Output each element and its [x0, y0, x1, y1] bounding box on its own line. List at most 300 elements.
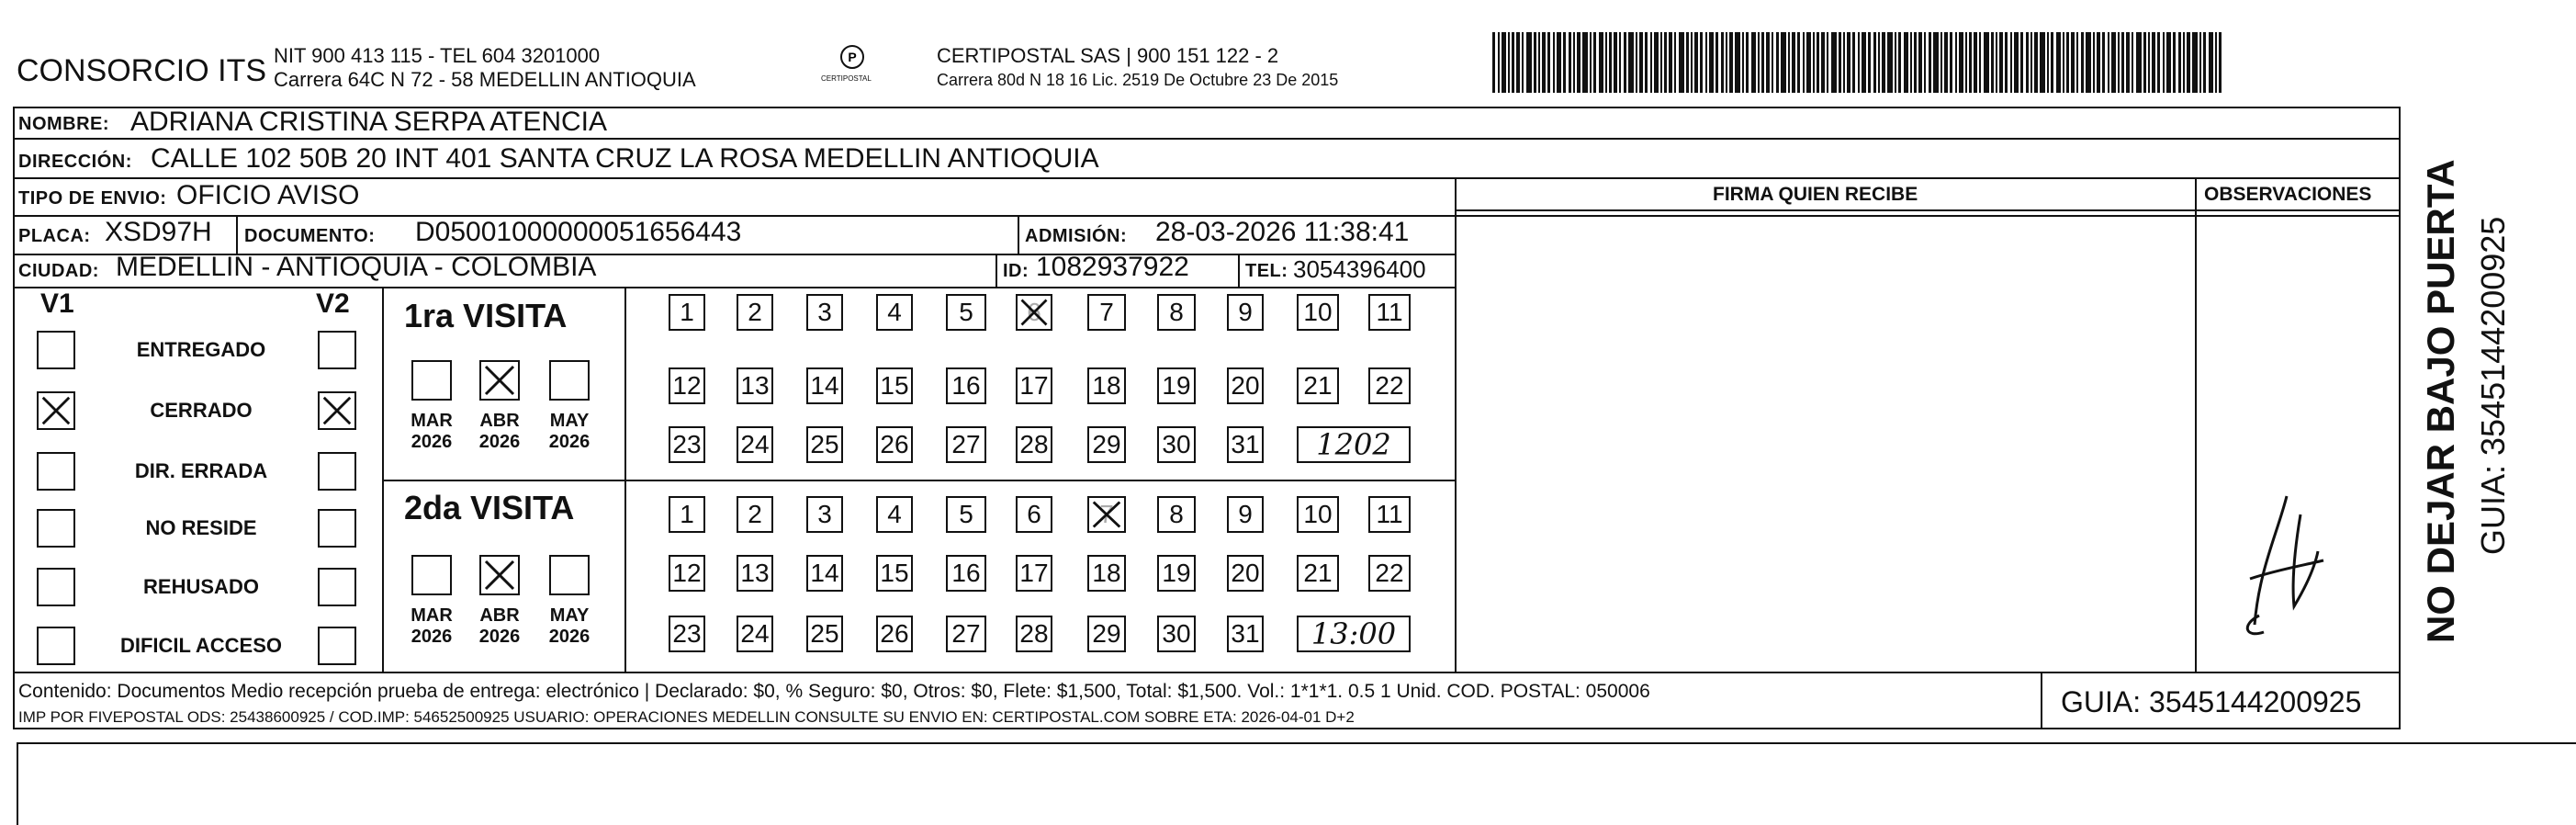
day-number: 23	[672, 430, 702, 458]
day-number: 16	[951, 371, 981, 400]
row-line	[13, 177, 2401, 179]
address-value: CALLE 102 50B 20 INT 401 SANTA CRUZ LA ROSA MEDELLIN ANTIOQUIA	[151, 143, 1099, 174]
status-v2-checkbox[interactable]	[318, 627, 356, 665]
barcode-bar	[2026, 32, 2029, 93]
day-box[interactable]	[806, 496, 843, 533]
day-box[interactable]	[1368, 367, 1411, 404]
barcode-bar	[1605, 32, 1607, 93]
barcode-bar	[2030, 32, 2032, 93]
day-box[interactable]	[737, 616, 773, 652]
visit-month-label: ABR	[479, 411, 520, 431]
day-box[interactable]	[946, 496, 986, 533]
barcode-bar	[2056, 32, 2061, 93]
day-box[interactable]	[1087, 426, 1126, 463]
day-box[interactable]	[1087, 294, 1126, 331]
visit-year-label: 2026	[478, 627, 521, 647]
day-number: 30	[1162, 430, 1191, 458]
day-number: 17	[1019, 559, 1049, 587]
plate-value: XSD97H	[105, 217, 212, 247]
day-number: 15	[880, 371, 909, 400]
day-box[interactable]	[1227, 496, 1264, 533]
barcode-bar	[2157, 32, 2160, 93]
barcode-bar	[1590, 32, 1592, 93]
barcode-bar	[1508, 32, 1510, 93]
barcode-bar	[1512, 32, 1514, 93]
barcode-bar	[1645, 32, 1648, 93]
barcode-bar	[1933, 32, 1939, 93]
barcode-bar	[2118, 32, 2120, 93]
barcode-bar	[1700, 32, 1703, 93]
carrier-address: Carrera 80d N 18 16 Lic. 2519 De Octubre 23 De 2015	[937, 71, 1339, 89]
day-box[interactable]	[669, 367, 705, 404]
barcode-bar	[1959, 32, 1963, 93]
barcode-bar	[1766, 32, 1770, 93]
visit-month-checkbox[interactable]	[411, 360, 452, 401]
day-box[interactable]	[1016, 496, 1052, 533]
barcode-bar	[2166, 32, 2171, 93]
day-box[interactable]	[737, 294, 773, 331]
row-line	[13, 138, 2401, 140]
city-value: MEDELLIN - ANTIOQUIA - COLOMBIA	[116, 252, 597, 282]
tel-value: 3054396400	[1293, 255, 1426, 283]
visit-month-label: MAR	[411, 411, 453, 431]
admission-divider	[1018, 215, 1019, 254]
barcode-bar	[1691, 32, 1693, 93]
barcode-bar	[1542, 32, 1546, 93]
barcode-bar	[2121, 32, 2124, 93]
barcode-bar	[1914, 32, 1917, 93]
visit-month-checkbox[interactable]	[479, 360, 520, 401]
barcode-bar	[2143, 32, 2146, 93]
day-box[interactable]	[737, 555, 773, 592]
visit-month-label: ABR	[479, 605, 520, 626]
status-v1-checkbox[interactable]	[37, 568, 75, 606]
barcode-bar	[1910, 32, 1912, 93]
day-box[interactable]	[1087, 555, 1126, 592]
day-box[interactable]	[876, 367, 913, 404]
day-box[interactable]	[1227, 616, 1264, 652]
id-label: ID:	[1003, 261, 1029, 281]
day-number: 12	[672, 559, 702, 587]
status-v1-checkbox[interactable]	[37, 509, 75, 548]
type-value: OFICIO AVISO	[176, 180, 360, 210]
day-box[interactable]	[946, 294, 986, 331]
address-label: DIRECCIÓN:	[18, 152, 132, 172]
day-box[interactable]	[946, 616, 986, 652]
day-box[interactable]	[1016, 616, 1052, 652]
barcode-bar	[1792, 32, 1795, 93]
day-box[interactable]	[1087, 496, 1126, 533]
signature-header: FIRMA QUIEN RECIBE	[1713, 184, 1918, 205]
day-box[interactable]	[1368, 555, 1411, 592]
barcode-bar	[2126, 32, 2130, 93]
barcode-bar	[1694, 32, 1698, 93]
day-box[interactable]	[737, 367, 773, 404]
barcode-bar	[1751, 32, 1756, 93]
barcode-bar	[1563, 32, 1566, 93]
side-guia: GUIA: 3545144200925	[2474, 216, 2512, 555]
barcode-bar	[1944, 32, 1948, 93]
handwritten-signature	[2222, 478, 2342, 643]
barcode-bar	[1904, 32, 1908, 93]
day-number: 6	[1027, 298, 1041, 326]
barcode-bar	[1516, 32, 1520, 93]
day-number: 5	[959, 500, 973, 528]
day-box[interactable]	[1087, 616, 1126, 652]
barcode-bar	[1821, 32, 1825, 93]
day-number: 21	[1303, 559, 1333, 587]
document-value: D05001000000051656443	[415, 217, 742, 247]
day-box[interactable]	[1297, 496, 1339, 533]
barcode-bar	[1847, 32, 1850, 93]
status-label: NO RESIDE	[145, 516, 257, 539]
status-v1-checkbox[interactable]	[37, 391, 75, 430]
day-number: 8	[1169, 298, 1184, 326]
day-box[interactable]	[669, 426, 705, 463]
barcode-bar	[2071, 32, 2075, 93]
col-line	[2195, 177, 2197, 672]
barcode-bar	[2063, 32, 2064, 93]
day-box[interactable]	[946, 367, 986, 404]
day-number: 2	[748, 500, 762, 528]
barcode-bar	[2136, 32, 2142, 93]
barcode-bar	[1969, 32, 1972, 93]
day-box[interactable]	[737, 496, 773, 533]
barcode-bar	[1557, 32, 1561, 93]
barcode-bar	[2132, 32, 2133, 93]
barcode-bar	[2051, 32, 2053, 93]
barcode-bar	[2199, 32, 2201, 93]
status-label: DIR. ERRADA	[134, 459, 268, 482]
barcode-bar	[1817, 32, 1819, 93]
status-v2-checkbox[interactable]	[318, 452, 356, 491]
barcode-bar	[2163, 32, 2165, 93]
visit-month-label: MAY	[549, 605, 590, 626]
day-box[interactable]	[876, 555, 913, 592]
day-box[interactable]	[1016, 555, 1052, 592]
name-label: NOMBRE:	[18, 114, 110, 134]
visit-month-checkbox[interactable]	[549, 555, 590, 595]
company-name: CONSORCIO ITS	[17, 53, 267, 88]
footer-divider	[2041, 672, 2042, 729]
day-number: 7	[1099, 500, 1114, 528]
day-box[interactable]	[1016, 426, 1052, 463]
day-number: 12	[672, 371, 702, 400]
city-label: CIUDAD:	[18, 261, 99, 281]
visit-year-label: 2026	[411, 627, 453, 647]
barcode-bar	[1852, 32, 1855, 93]
barcode-bar	[1984, 32, 1989, 93]
day-box[interactable]	[876, 294, 913, 331]
day-box[interactable]	[1157, 367, 1196, 404]
barcode-bar	[2215, 32, 2217, 93]
footer-guia: GUIA: 3545144200925	[2061, 685, 2362, 718]
barcode-bar	[1898, 32, 1901, 93]
status-label: REHUSADO	[143, 575, 259, 598]
barcode-bar	[1582, 32, 1588, 93]
barcode-bar	[1573, 32, 1575, 93]
id-value: 1082937922	[1036, 252, 1189, 282]
day-box[interactable]	[1157, 294, 1196, 331]
day-number: 13	[740, 559, 770, 587]
barcode-bar	[2209, 32, 2213, 93]
day-box[interactable]	[1227, 426, 1264, 463]
day-box[interactable]	[806, 555, 843, 592]
col-line	[1455, 177, 1457, 672]
barcode-bar	[1924, 32, 1926, 93]
barcode-bar	[2076, 32, 2078, 93]
barcode-bar	[1669, 32, 1672, 93]
barcode-bar	[2020, 32, 2023, 93]
col-header-line	[1455, 209, 2401, 211]
barcode-bar	[1868, 32, 1871, 93]
barcode-bar	[1742, 32, 1744, 93]
day-number: 22	[1375, 371, 1404, 400]
barcode-bar	[1940, 32, 1942, 93]
barcode-bar	[1950, 32, 1952, 93]
handwritten-time-box: 1202	[1297, 426, 1411, 463]
day-box[interactable]	[876, 496, 913, 533]
type-label: TIPO DE ENVIO:	[18, 188, 167, 209]
day-box[interactable]	[946, 555, 986, 592]
company-address: Carrera 64C N 72 - 58 MEDELLIN ANTIOQUIA	[274, 68, 696, 91]
day-box[interactable]	[1227, 555, 1264, 592]
barcode-bar	[1974, 32, 1977, 93]
day-number: 4	[887, 298, 902, 326]
day-number: 4	[887, 500, 902, 528]
barcode-bar	[1534, 32, 1536, 93]
barcode-bar	[2183, 32, 2185, 93]
barcode-bar	[1839, 32, 1841, 93]
admission-value: 28-03-2026 11:38:41	[1155, 217, 1410, 247]
day-number: 30	[1162, 619, 1191, 648]
day-box[interactable]	[737, 426, 773, 463]
barcode-bar	[2010, 32, 2012, 93]
visit-month-label: MAR	[411, 605, 453, 626]
day-box[interactable]	[1368, 294, 1411, 331]
day-box[interactable]	[1016, 294, 1052, 331]
barcode-bar	[2066, 32, 2069, 93]
day-box[interactable]	[669, 294, 705, 331]
barcode-bar	[1895, 32, 1896, 93]
barcode-bar	[1721, 32, 1724, 93]
day-box[interactable]	[806, 616, 843, 652]
visit-month-checkbox[interactable]	[549, 360, 590, 401]
barcode-bar	[2005, 32, 2008, 93]
day-box[interactable]	[1157, 616, 1196, 652]
visit-2-title: 2da VISITA	[404, 489, 575, 526]
day-number: 13	[740, 371, 770, 400]
day-box[interactable]	[806, 294, 843, 331]
day-number: 23	[672, 619, 702, 648]
day-number: 7	[1099, 298, 1114, 326]
day-number: 26	[880, 430, 909, 458]
day-number: 9	[1238, 500, 1253, 528]
day-box[interactable]	[669, 555, 705, 592]
barcode-bar	[1679, 32, 1684, 93]
barcode-bar	[2173, 32, 2176, 93]
barcode-bar	[1965, 32, 1967, 93]
barcode-bar	[1522, 32, 1524, 93]
day-number: 29	[1092, 619, 1121, 648]
row-line	[13, 672, 2401, 673]
visit-1-title: 1ra VISITA	[404, 297, 568, 334]
barcode-bar	[2187, 32, 2190, 93]
barcode-bar	[1569, 32, 1571, 93]
day-box[interactable]	[1368, 496, 1411, 533]
barcode-bar	[1726, 32, 1727, 93]
barcode-bar	[1526, 32, 1532, 93]
barcode-bar	[2203, 32, 2206, 93]
barcode-bar	[1776, 32, 1779, 93]
day-number: 20	[1231, 559, 1260, 587]
tel-label: TEL:	[1245, 261, 1288, 281]
day-number: 3	[817, 500, 832, 528]
day-box[interactable]	[1016, 367, 1052, 404]
barcode-bar	[2152, 32, 2155, 93]
status-label: ENTREGADO	[136, 338, 266, 361]
barcode-bar	[1654, 32, 1659, 93]
barcode-bar	[1797, 32, 1800, 93]
barcode-bar	[1729, 32, 1733, 93]
barcode-bar	[2014, 32, 2019, 93]
v2-label: V2	[316, 288, 350, 319]
barcode-bar	[1636, 32, 1637, 93]
row-line	[13, 287, 1455, 288]
barcode-bar	[1619, 32, 1621, 93]
barcode-bar	[1599, 32, 1603, 93]
barcode-bar	[2086, 32, 2091, 93]
barcode-bar	[1715, 32, 1718, 93]
barcode-bar	[1929, 32, 1931, 93]
handwritten-time-box: 13:00	[1297, 616, 1411, 652]
day-number: 24	[740, 430, 770, 458]
status-v1-checkbox[interactable]	[37, 627, 75, 665]
day-number: 17	[1019, 371, 1049, 400]
barcode-bar	[1873, 32, 1876, 93]
day-box[interactable]	[1227, 294, 1264, 331]
barcode-bar	[1955, 32, 1957, 93]
barcode-bar	[1887, 32, 1893, 93]
day-number: 1	[680, 500, 694, 528]
barcode-bar	[1735, 32, 1740, 93]
visit-month-checkbox[interactable]	[411, 555, 452, 595]
status-v1-checkbox[interactable]	[37, 331, 75, 369]
plate-label: PLACA:	[18, 226, 91, 246]
status-v2-checkbox[interactable]	[318, 331, 356, 369]
barcode-bar	[1918, 32, 1922, 93]
barcode-bar	[1547, 32, 1550, 93]
barcode-bar	[1553, 32, 1555, 93]
day-number: 20	[1231, 371, 1260, 400]
day-number: 27	[951, 430, 981, 458]
barcode-bar	[1502, 32, 1506, 93]
visit-month-checkbox[interactable]	[479, 555, 520, 595]
day-box[interactable]	[1157, 496, 1196, 533]
status-label: CERRADO	[150, 399, 253, 422]
barcode-bar	[1593, 32, 1596, 93]
day-number: 27	[951, 619, 981, 648]
barcode-bar	[1806, 32, 1811, 93]
day-box[interactable]	[1157, 555, 1196, 592]
barcode-bar	[2081, 32, 2084, 93]
nit-line: NIT 900 413 115 - TEL 604 3201000	[274, 44, 601, 67]
day-number: 2	[748, 298, 762, 326]
status-v2-checkbox[interactable]	[318, 509, 356, 548]
day-box[interactable]	[1227, 367, 1264, 404]
barcode-bar	[1624, 32, 1626, 93]
day-number: 15	[880, 559, 909, 587]
lower-box	[17, 742, 2576, 825]
status-v2-checkbox[interactable]	[318, 391, 356, 430]
barcode-bar	[1979, 32, 1981, 93]
day-box[interactable]	[876, 616, 913, 652]
day-number: 16	[951, 559, 981, 587]
barcode-bar	[1761, 32, 1764, 93]
barcode-bar	[1803, 32, 1805, 93]
day-number: 19	[1162, 559, 1191, 587]
day-number: 8	[1169, 500, 1184, 528]
barcode-bar	[2093, 32, 2095, 93]
day-box[interactable]	[1297, 555, 1339, 592]
form-frame	[13, 107, 2401, 729]
barcode-bar	[1996, 32, 1997, 93]
visit-year-label: 2026	[548, 627, 591, 647]
status-label: DIFICIL ACCESO	[119, 634, 282, 657]
day-box[interactable]	[946, 426, 986, 463]
day-number: 18	[1092, 559, 1121, 587]
barcode-bar	[1882, 32, 1885, 93]
day-number: 3	[817, 298, 832, 326]
barcode-bar	[1999, 32, 2003, 93]
barcode-bar	[2219, 32, 2222, 93]
day-number: 28	[1019, 619, 1049, 648]
id-divider	[996, 254, 997, 287]
day-number: 10	[1303, 298, 1333, 326]
admission-label: ADMISIÓN:	[1025, 226, 1128, 246]
status-v1-checkbox[interactable]	[37, 452, 75, 491]
barcode-bar	[2178, 32, 2181, 93]
day-box[interactable]	[1087, 367, 1126, 404]
day-box[interactable]	[1297, 367, 1339, 404]
barcode-bar	[2108, 32, 2109, 93]
day-box[interactable]	[806, 367, 843, 404]
day-box[interactable]	[806, 426, 843, 463]
day-box[interactable]	[876, 426, 913, 463]
barcode-bar	[2111, 32, 2116, 93]
barcode-bar	[1686, 32, 1689, 93]
day-number: 31	[1231, 619, 1260, 648]
day-number: 14	[810, 559, 839, 587]
day-number: 14	[810, 371, 839, 400]
barcode-bar	[1705, 32, 1707, 93]
barcode-bar	[1538, 32, 1540, 93]
observations-header: OBSERVACIONES	[2204, 184, 2372, 205]
day-number: 29	[1092, 430, 1121, 458]
day-number: 1	[680, 298, 694, 326]
barcode-bar	[1746, 32, 1749, 93]
barcode-bar	[2097, 32, 2100, 93]
day-box[interactable]	[1157, 426, 1196, 463]
day-box[interactable]	[669, 496, 705, 533]
svg-text:P: P	[848, 50, 857, 64]
day-box[interactable]	[669, 616, 705, 652]
document-label: DOCUMENTO:	[244, 226, 376, 246]
day-box[interactable]	[1297, 294, 1339, 331]
barcode-bar	[1862, 32, 1866, 93]
day-number: 25	[810, 430, 839, 458]
status-v2-checkbox[interactable]	[318, 568, 356, 606]
